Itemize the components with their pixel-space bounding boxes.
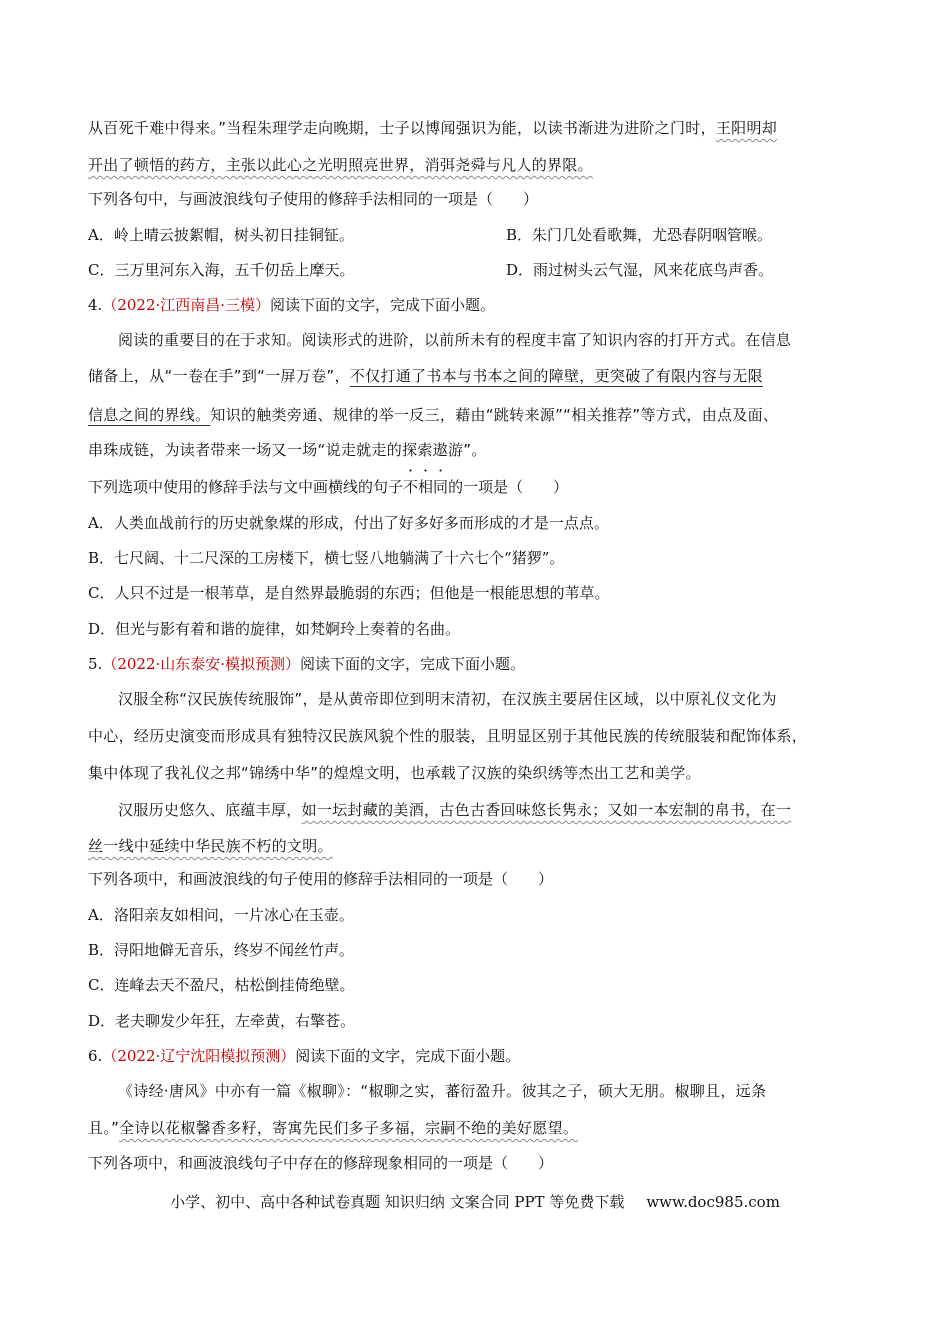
q4-passage-line-1: 阅读的重要目的在于求知。阅读形式的进阶，以前所未有的程度丰富了知识内容的打开方式。在信息 — [118, 331, 792, 349]
question-instruction: 阅读下面的文字，完成下面小题。 — [295, 1047, 521, 1065]
q4-option-b: B．七尺阔、十二尺深的工房楼下，横七竖八地躺满了十六七个“猪猡”。 — [88, 549, 565, 567]
q5-passage-line-3: 集中体现了我礼仪之邦“锦绣中华”的煌煌文明，也承载了汉族的染织绣等杰出工艺和美学。 — [88, 764, 701, 782]
q5-passage-line-4: 汉服历史悠久、底蕴丰厚，如一坛封藏的美酒，古色古香回味悠长隽永；又如一本宏制的帛书，在一 — [118, 801, 792, 819]
question-source: （2022·江西南昌·三模） — [102, 296, 271, 314]
emphasis-dot-char: 相 — [418, 478, 434, 496]
emphasis-dot-char: 不 — [403, 478, 419, 496]
intro-passage-line-1: 从百死千难中得来。”当程朱理学走向晚期，士子以博闻强识为能，以读书渐进为进阶之门时，王阳明却 — [88, 119, 778, 137]
q5-option-d: D．老夫聊发少年狂，左牵黄，右擎苍。 — [88, 1012, 356, 1030]
q5-option-a: A．洛阳亲友如相问，一片冰心在玉壶。 — [88, 906, 354, 924]
q6-header — [88, 1046, 520, 1066]
q4-option-d: D．但光与影有着和谐的旋律，如梵婀玲上奏着的名曲。 — [88, 620, 461, 638]
q4-passage-line-3: 信息之间的界线。知识的触类旁通、规律的举一反三，藉由“跳转来源”“相关推荐”等方式，由点及面、 — [88, 406, 779, 424]
q6-question: 下列各项中，和画波浪线句子中存在的修辞现象相同的一项是（ ） — [88, 1154, 554, 1172]
question-number: 5. — [88, 655, 103, 673]
question-source: （2022·辽宁沈阳模拟预测） — [102, 1047, 296, 1065]
emphasis-dot-char: 同 — [433, 478, 449, 496]
q5-passage-line-2: 中心，经历史演变而形成具有独特汉民族风貌个性的服装，且明显区别于其他民族的传统服装和配饰体系， — [88, 727, 808, 745]
intro-option-c: C．三万里河东入海，五千仞岳上摩天。 — [88, 261, 355, 279]
question-source: （2022·山东泰安·模拟预测） — [102, 655, 301, 673]
footer-url[interactable]: www.doc985.com — [646, 1193, 780, 1211]
footer-text: 小学、初中、高中各种试卷真题 知识归纳 文案合同 PPT 等免费下载 — [170, 1193, 625, 1211]
page-footer — [0, 1192, 950, 1212]
intro-passage-line-2: 开出了顿悟的药方，主张以此心之光明照亮世界，消弭尧舜与凡人的界限。 — [88, 156, 593, 174]
q5-header — [88, 654, 525, 674]
intro-option-d: D．雨过树头云气湿，风来花底鸟声香。 — [506, 261, 774, 279]
q5-passage-line-5: 丝一线中延续中华民族不朽的文明。 — [88, 837, 333, 855]
question-instruction: 阅读下面的文字，完成下面小题。 — [270, 296, 496, 314]
question-number: 6. — [88, 1047, 103, 1065]
q4-passage-line-2: 储备上，从“一卷在手”到“一屏万卷”，不仅打通了书本与书本之间的障壁，更突破了有限内容与无限 — [88, 367, 763, 385]
q4-question: 下列选项中使用的修辞手法与文中画横线的句子不相同的一项是（ ） — [88, 478, 569, 496]
q4-passage-line-4: 串珠成链，为读者带来一场又一场“说走就走的探索遨游”。 — [88, 441, 487, 459]
intro-options-row-2 — [88, 260, 774, 280]
q5-option-b: B．浔阳地僻无音乐，终岁不闻丝竹声。 — [88, 941, 355, 959]
question-instruction: 阅读下面的文字，完成下面小题。 — [300, 655, 526, 673]
q4-option-c: C．人只不过是一根苇草，是自然界最脆弱的东西；但他是一根能思想的苇草。 — [88, 584, 610, 602]
q6-passage-line-2: 且。”全诗以花椒馨香多籽，寄寓先民们多子多福，宗嗣不绝的美好愿望。 — [88, 1119, 579, 1137]
q4-header — [88, 295, 495, 315]
q6-passage-line-1: 《诗经·唐风》中亦有一篇《椒聊》：“椒聊之实，蕃衍盈升。彼其之子，硕大无朋。椒聊且，远条 — [118, 1082, 767, 1100]
intro-option-a: A．岭上晴云披絮帽，树头初日挂铜钲。 — [88, 226, 354, 244]
question-number: 4. — [88, 296, 103, 314]
intro-options-row-1 — [88, 225, 773, 245]
q5-option-c: C．连峰去天不盈尺，枯松倒挂倚绝壁。 — [88, 976, 355, 994]
q5-question: 下列各项中，和画波浪线的句子使用的修辞手法相同的一项是（ ） — [88, 870, 554, 888]
intro-option-b: B．朱门几处看歌舞，尤恐春阴咽管喉。 — [506, 226, 773, 244]
q5-passage-line-1: 汉服全称“汉民族传统服饰”，是从黄帝即位到明末清初，在汉族主要居住区域，以中原礼仪文化为 — [118, 690, 777, 708]
intro-question: 下列各句中，与画波浪线句子使用的修辞手法相同的一项是（ ） — [88, 190, 539, 208]
q4-option-a: A．人类血战前行的历史就象煤的形成，付出了好多好多而形成的才是一点点。 — [88, 514, 609, 532]
